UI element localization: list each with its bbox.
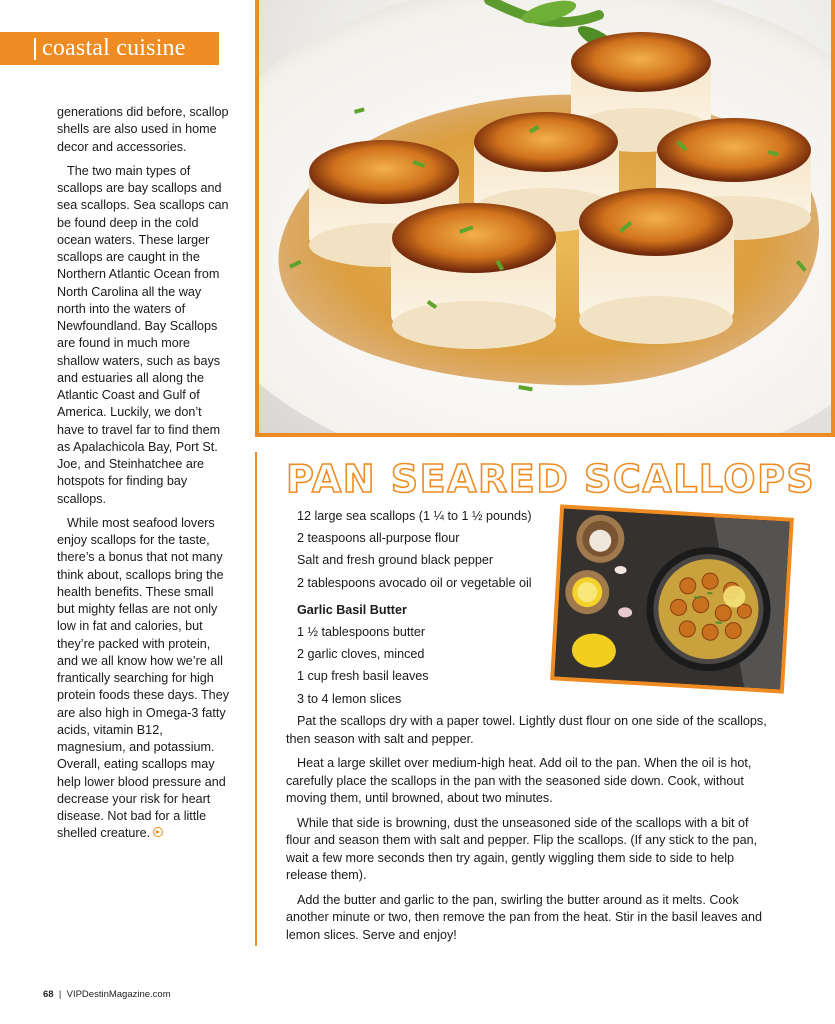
ingredient-list	[297, 505, 557, 710]
butter-ingredient-item: 2 garlic cloves, minced	[297, 647, 425, 662]
recipe-directions	[286, 713, 768, 951]
hero-photo-frame	[255, 0, 835, 437]
page-folio	[43, 989, 171, 1000]
column-divider	[255, 452, 257, 946]
scallops-in-pan-photo	[554, 509, 789, 690]
ingredient-item: 2 tablespoons avocado oil or vegetable oil	[297, 575, 532, 590]
direction-step: While that side is browning, dust the unseasoned side of the scallops with a bit of flour and season them with salt and pepper. Flip the scallops. (If any stick to the pan, wait a few more seconds then try again, gently wiggling them side to side to help release them).	[286, 815, 758, 882]
butter-ingredient-item: 1 ½ tablespoons butter	[297, 625, 426, 640]
end-of-article-icon	[153, 827, 163, 837]
article-paragraph-1: generations did before, scallop shells are also used in home decor and accessories.	[57, 105, 229, 154]
ingredient-item: 12 large sea scallops (1 ¼ to 1 ½ pounds)	[297, 509, 532, 523]
page-number: 68	[43, 989, 54, 1000]
butter-subheading: Garlic Basil Butter	[297, 602, 407, 617]
pan-photo-frame	[550, 504, 794, 693]
seared-scallops-photo	[259, 0, 831, 433]
direction-step: Pat the scallops dry with a paper towel. Lightly dust flour on one side of the scallops, then season with salt and pepper.	[286, 714, 767, 746]
article-paragraph-2: The two main types of scallops are bay scallops and sea scallops. Sea scallops can be found deep in the cold ocean waters. These larger scallops are caught in the Northern Atlantic Ocean from North Carolina all the way north into the waters of Newfoundland. Bay Scallops are found in much more shallow waters, such as bays and estuaries all along the Atlantic Coast and Gulf of America. Luckily, we don’t have to travel far to find them as Apalachicola Bay, Port St. Joe, and Steinhatchee are hotspots for finding bay scallops.	[57, 163, 229, 506]
article-paragraph-3-text: While most seafood lovers enjoy scallops for the taste, there’s a bonus that not many think about, scallops bring the health benefits. These small but mighty fellas are not only low in fat and calories, but they’re packed with protein, and we all know how we’re all frantically searching for high protein foods these days. They are also high in Omega-3 fatty acids, vitamin B12, magnesium, and potassium. Overall, eating scallops may help lower blood pressure and decrease your risk for heart disease. Not bad for a little shelled creature.	[57, 515, 229, 841]
butter-ingredient-item: 1 cup fresh basil leaves	[297, 669, 429, 684]
butter-ingredient-item: 3 to 4 lemon slices	[297, 691, 402, 706]
section-label: coastal cuisine	[42, 35, 186, 61]
recipe-title-text: PAN SEARED SCALLOPS	[286, 457, 816, 501]
site-url: VIPDestinMagazine.com	[66, 989, 171, 1000]
recipe-title	[286, 457, 815, 501]
article-paragraph-3	[57, 515, 231, 843]
section-tab-divider	[34, 38, 36, 60]
direction-step: Heat a large skillet over medium-high heat. Add oil to the pan. When the oil is hot, carefully place the scallops in the pan with the seasoned side down. Cook, without moving them, until browned, about two minutes.	[286, 756, 752, 805]
folio-separator: |	[58, 989, 62, 1000]
seared-scallops-illustration	[259, 0, 831, 433]
section-tab	[0, 32, 219, 65]
direction-step: Add the butter and garlic to the pan, swirling the butter around as it melts. Cook another minute or two, then remove the pan from the heat. Stir in the basil leaves and lemon slices. Serve and enjoy!	[286, 892, 763, 942]
ingredient-item: Salt and fresh ground black pepper	[297, 553, 494, 568]
article-column	[57, 104, 231, 850]
scallops-in-pan-illustration	[554, 509, 789, 690]
ingredient-item: 2 teaspoons all-purpose flour	[297, 531, 460, 546]
